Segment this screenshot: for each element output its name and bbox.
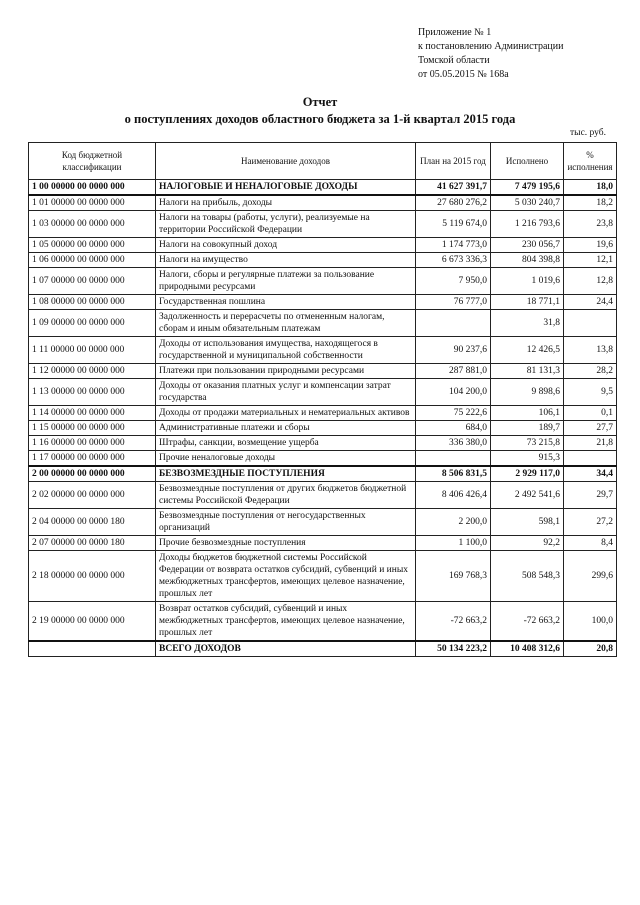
cell-code: 1 03 00000 00 0000 000 bbox=[29, 211, 156, 238]
cell-name: Безвозмездные поступления от других бюджетов бюджетной системы Российской Федерации bbox=[156, 482, 416, 509]
cell-plan bbox=[416, 451, 491, 467]
cell-code: 2 19 00000 00 0000 000 bbox=[29, 602, 156, 642]
cell-pct: 299,6 bbox=[564, 551, 617, 602]
cell-plan bbox=[416, 310, 491, 337]
cell-name: Возврат остатков субсидий, субвенций и иных межбюджетных трансфертов, имеющих целевое назначение, прошлых лет bbox=[156, 602, 416, 642]
cell-name: Налоги на совокупный доход bbox=[156, 238, 416, 253]
table-header-row bbox=[29, 143, 617, 180]
cell-code: 1 16 00000 00 0000 000 bbox=[29, 436, 156, 451]
cell-name: Доходы от оказания платных услуг и компенсации затрат государства bbox=[156, 379, 416, 406]
cell-name: ВСЕГО ДОХОДОВ bbox=[156, 641, 416, 657]
table-row bbox=[29, 602, 617, 642]
table-row bbox=[29, 364, 617, 379]
table-row bbox=[29, 421, 617, 436]
cell-pct: 23,8 bbox=[564, 211, 617, 238]
cell-name: Административные платежи и сборы bbox=[156, 421, 416, 436]
cell-plan: 1 100,0 bbox=[416, 536, 491, 551]
cell-code: 1 06 00000 00 0000 000 bbox=[29, 253, 156, 268]
cell-code: 1 07 00000 00 0000 000 bbox=[29, 268, 156, 295]
cell-code: 1 00 00000 00 0000 000 bbox=[29, 180, 156, 196]
cell-done: 31,8 bbox=[491, 310, 564, 337]
cell-code: 1 13 00000 00 0000 000 bbox=[29, 379, 156, 406]
cell-name: Доходы от продажи материальных и нематериальных активов bbox=[156, 406, 416, 421]
table-row bbox=[29, 310, 617, 337]
cell-plan: 7 950,0 bbox=[416, 268, 491, 295]
cell-done: 18 771,1 bbox=[491, 295, 564, 310]
cell-code bbox=[29, 641, 156, 657]
cell-plan: 75 222,6 bbox=[416, 406, 491, 421]
cell-done: 804 398,8 bbox=[491, 253, 564, 268]
cell-pct: 28,2 bbox=[564, 364, 617, 379]
cell-done: 1 216 793,6 bbox=[491, 211, 564, 238]
cell-code: 1 12 00000 00 0000 000 bbox=[29, 364, 156, 379]
cell-done: 10 408 312,6 bbox=[491, 641, 564, 657]
table-row bbox=[29, 536, 617, 551]
cell-plan: 1 174 773,0 bbox=[416, 238, 491, 253]
cell-done: 598,1 bbox=[491, 509, 564, 536]
appendix-line: Томской области bbox=[418, 55, 490, 66]
cell-name: Безвозмездные поступления от негосударственных организаций bbox=[156, 509, 416, 536]
cell-name: Платежи при пользовании природными ресурсами bbox=[156, 364, 416, 379]
cell-name: Государственная пошлина bbox=[156, 295, 416, 310]
cell-code: 1 09 00000 00 0000 000 bbox=[29, 310, 156, 337]
cell-code: 1 08 00000 00 0000 000 bbox=[29, 295, 156, 310]
table-row bbox=[29, 406, 617, 421]
cell-plan: 90 237,6 bbox=[416, 337, 491, 364]
cell-code: 1 15 00000 00 0000 000 bbox=[29, 421, 156, 436]
cell-name: НАЛОГОВЫЕ И НЕНАЛОГОВЫЕ ДОХОДЫ bbox=[156, 180, 416, 196]
cell-plan: -72 663,2 bbox=[416, 602, 491, 642]
table-row bbox=[29, 641, 617, 657]
table-row bbox=[29, 337, 617, 364]
cell-pct: 12,1 bbox=[564, 253, 617, 268]
cell-name: Прочие неналоговые доходы bbox=[156, 451, 416, 467]
cell-plan: 287 881,0 bbox=[416, 364, 491, 379]
cell-done: 12 426,5 bbox=[491, 337, 564, 364]
cell-plan: 76 777,0 bbox=[416, 295, 491, 310]
report-subtitle: о поступлениях доходов областного бюджета за 1-й квартал 2015 года bbox=[124, 112, 516, 126]
table-row bbox=[29, 211, 617, 238]
header-done: Исполнено bbox=[491, 143, 564, 180]
table-row bbox=[29, 436, 617, 451]
table-row bbox=[29, 180, 617, 196]
cell-plan: 8 506 831,5 bbox=[416, 466, 491, 482]
cell-name: Налоги на товары (работы, услуги), реализуемые на территории Российской Федерации bbox=[156, 211, 416, 238]
table-row bbox=[29, 379, 617, 406]
cell-plan: 104 200,0 bbox=[416, 379, 491, 406]
cell-plan: 8 406 426,4 bbox=[416, 482, 491, 509]
appendix-line: к постановлению Администрации bbox=[418, 41, 564, 52]
header-percent: % исполнения bbox=[564, 143, 617, 180]
appendix-line: от 05.05.2015 № 168а bbox=[418, 69, 509, 80]
table-row bbox=[29, 268, 617, 295]
cell-pct: 100,0 bbox=[564, 602, 617, 642]
cell-code: 2 04 00000 00 0000 180 bbox=[29, 509, 156, 536]
cell-plan: 27 680 276,2 bbox=[416, 195, 491, 211]
table-row bbox=[29, 253, 617, 268]
cell-code: 1 01 00000 00 0000 000 bbox=[29, 195, 156, 211]
header-name: Наименование доходов bbox=[156, 143, 416, 180]
cell-done: 5 030 240,7 bbox=[491, 195, 564, 211]
header-plan: План на 2015 год bbox=[416, 143, 491, 180]
cell-done: 7 479 195,6 bbox=[491, 180, 564, 196]
table-row bbox=[29, 551, 617, 602]
cell-pct: 20,8 bbox=[564, 641, 617, 657]
cell-done: 915,3 bbox=[491, 451, 564, 467]
cell-pct: 13,8 bbox=[564, 337, 617, 364]
cell-plan: 169 768,3 bbox=[416, 551, 491, 602]
cell-name: Налоги на прибыль, доходы bbox=[156, 195, 416, 211]
cell-plan: 5 119 674,0 bbox=[416, 211, 491, 238]
cell-pct: 21,8 bbox=[564, 436, 617, 451]
cell-plan: 2 200,0 bbox=[416, 509, 491, 536]
table-row bbox=[29, 451, 617, 467]
cell-done: 508 548,3 bbox=[491, 551, 564, 602]
cell-done: 230 056,7 bbox=[491, 238, 564, 253]
report-title: Отчет bbox=[302, 95, 338, 109]
cell-name: Налоги, сборы и регулярные платежи за пользование природными ресурсами bbox=[156, 268, 416, 295]
cell-name: Штрафы, санкции, возмещение ущерба bbox=[156, 436, 416, 451]
cell-pct: 29,7 bbox=[564, 482, 617, 509]
appendix-line: Приложение № 1 bbox=[418, 27, 492, 38]
cell-pct: 18,2 bbox=[564, 195, 617, 211]
appendix-note bbox=[418, 26, 564, 82]
cell-done: 106,1 bbox=[491, 406, 564, 421]
cell-pct bbox=[564, 310, 617, 337]
cell-pct: 19,6 bbox=[564, 238, 617, 253]
cell-done: 1 019,6 bbox=[491, 268, 564, 295]
table-row bbox=[29, 238, 617, 253]
cell-pct bbox=[564, 451, 617, 467]
cell-code: 1 14 00000 00 0000 000 bbox=[29, 406, 156, 421]
cell-plan: 6 673 336,3 bbox=[416, 253, 491, 268]
cell-pct: 34,4 bbox=[564, 466, 617, 482]
cell-name: Доходы от использования имущества, находящегося в государственной и муниципальной собственности bbox=[156, 337, 416, 364]
cell-code: 1 11 00000 00 0000 000 bbox=[29, 337, 156, 364]
table-row bbox=[29, 466, 617, 482]
cell-code: 1 17 00000 00 0000 000 bbox=[29, 451, 156, 467]
cell-done: 2 492 541,6 bbox=[491, 482, 564, 509]
cell-plan: 336 380,0 bbox=[416, 436, 491, 451]
cell-pct: 27,2 bbox=[564, 509, 617, 536]
cell-code: 2 00 00000 00 0000 000 bbox=[29, 466, 156, 482]
cell-done: 81 131,3 bbox=[491, 364, 564, 379]
cell-code: 1 05 00000 00 0000 000 bbox=[29, 238, 156, 253]
cell-done: 9 898,6 bbox=[491, 379, 564, 406]
cell-pct: 27,7 bbox=[564, 421, 617, 436]
cell-plan: 684,0 bbox=[416, 421, 491, 436]
units-label: тыс. руб. bbox=[570, 128, 606, 138]
revenue-table bbox=[28, 142, 617, 657]
cell-pct: 12,8 bbox=[564, 268, 617, 295]
cell-code: 2 18 00000 00 0000 000 bbox=[29, 551, 156, 602]
cell-pct: 24,4 bbox=[564, 295, 617, 310]
cell-pct: 9,5 bbox=[564, 379, 617, 406]
cell-done: 73 215,8 bbox=[491, 436, 564, 451]
cell-pct: 8,4 bbox=[564, 536, 617, 551]
cell-code: 2 07 00000 00 0000 180 bbox=[29, 536, 156, 551]
cell-plan: 50 134 223,2 bbox=[416, 641, 491, 657]
table-row bbox=[29, 509, 617, 536]
cell-pct: 0,1 bbox=[564, 406, 617, 421]
cell-name: Доходы бюджетов бюджетной системы Российской Федерации от возврата остатков субсидий, субвенций и иных межбюджетных трансфертов, имеющих целевое назначение, прошлых лет bbox=[156, 551, 416, 602]
cell-pct: 18,0 bbox=[564, 180, 617, 196]
cell-done: -72 663,2 bbox=[491, 602, 564, 642]
table-row bbox=[29, 195, 617, 211]
table-row bbox=[29, 482, 617, 509]
cell-done: 92,2 bbox=[491, 536, 564, 551]
table-row bbox=[29, 295, 617, 310]
cell-done: 189,7 bbox=[491, 421, 564, 436]
cell-name: БЕЗВОЗМЕЗДНЫЕ ПОСТУПЛЕНИЯ bbox=[156, 466, 416, 482]
cell-name: Прочие безвозмездные поступления bbox=[156, 536, 416, 551]
cell-code: 2 02 00000 00 0000 000 bbox=[29, 482, 156, 509]
cell-name: Задолженность и перерасчеты по отмененным налогам, сборам и иным обязательным платежам bbox=[156, 310, 416, 337]
header-code: Код бюджетной классификации bbox=[29, 143, 156, 180]
cell-name: Налоги на имущество bbox=[156, 253, 416, 268]
cell-plan: 41 627 391,7 bbox=[416, 180, 491, 196]
cell-done: 2 929 117,0 bbox=[491, 466, 564, 482]
